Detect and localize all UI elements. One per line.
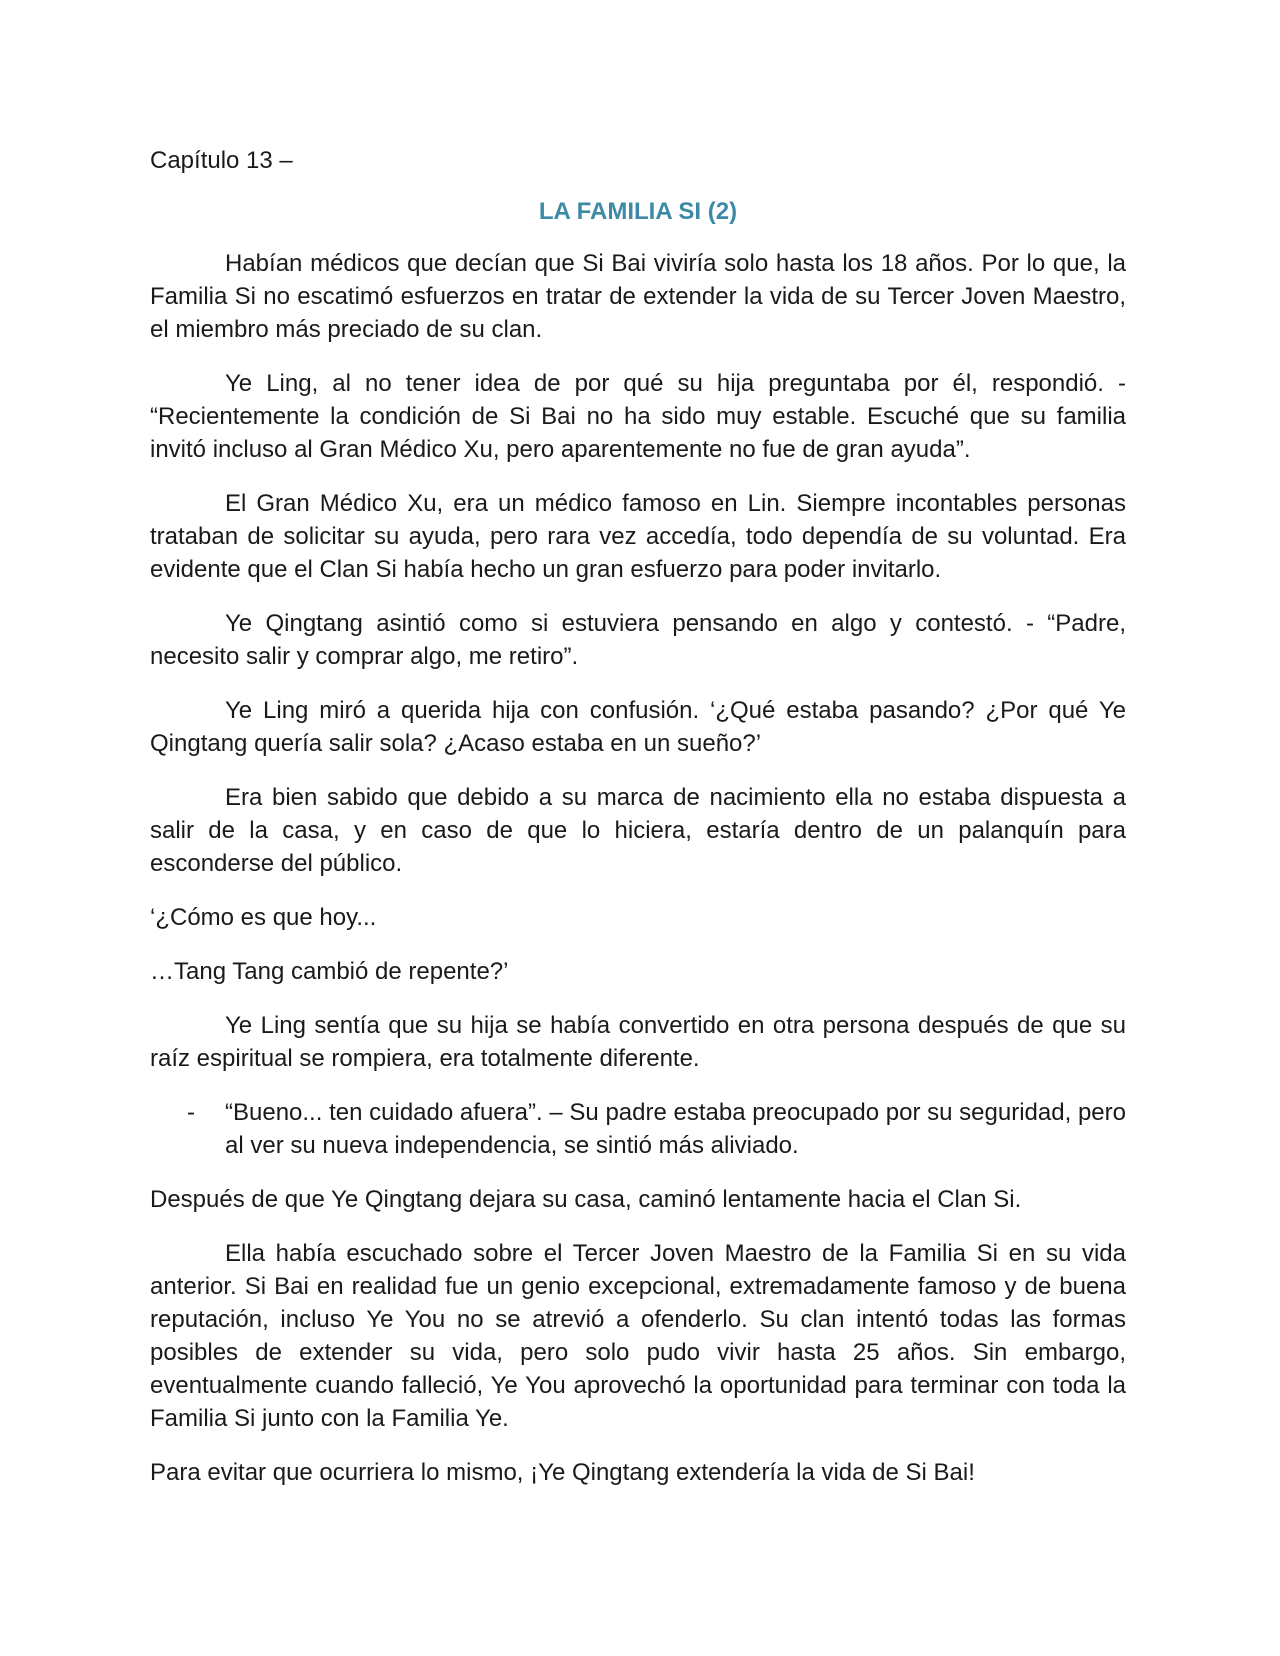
paragraph-9: Ye Ling sentía que su hija se había convertido en otra persona después de que su raíz espiritual se rompiera, era totalmente diferente. — [150, 1012, 1126, 1072]
paragraph-1: Habían médicos que decían que Si Bai viviría solo hasta los 18 años. Por lo que, la Familia Si no escatimó esfuerzos en tratar de extender la vida de su Tercer Joven Maestro, el miembro más preciado de su clan. — [150, 250, 1126, 343]
paragraph-5: Ye Ling miró a querida hija con confusión. ‘¿Qué estaba pasando? ¿Por qué Ye Qingtang quería salir sola? ¿Acaso estaba en un sueño?’ — [150, 697, 1126, 757]
document-page — [150, 144, 1126, 1510]
paragraph-8: …Tang Tang cambió de repente?’ — [150, 958, 509, 985]
paragraph-4: Ye Qingtang asintió como si estuviera pensando en algo y contestó. - “Padre, necesito salir y comprar algo, me retiro”. — [150, 610, 1126, 670]
chapter-label: Capítulo 13 – — [150, 147, 293, 174]
dialogue-text: “Bueno... ten cuidado afuera”. – Su padre estaba preocupado por su seguridad, pero al ver su nueva independencia, se sintió más aliviado. — [225, 1099, 1126, 1159]
paragraph-7: ‘¿Cómo es que hoy... — [150, 904, 377, 931]
paragraph-13: Para evitar que ocurriera lo mismo, ¡Ye Qingtang extendería la vida de Si Bai! — [150, 1459, 975, 1486]
dialogue-item — [150, 1096, 1126, 1162]
dialogue-bullet: - — [187, 1099, 195, 1126]
paragraph-2: Ye Ling, al no tener idea de por qué su hija preguntaba por él, respondió. - “Recientemente la condición de Si Bai no ha sido muy estable. Escuché que su familia invitó incluso al Gran Médico Xu, pero aparentemente no fue de gran ayuda”. — [150, 370, 1126, 463]
paragraph-12: Ella había escuchado sobre el Tercer Joven Maestro de la Familia Si en su vida anterior. Si Bai en realidad fue un genio excepcional, extremadamente famoso y de buena reputación, incluso Ye You no se atrevió a ofenderlo. Su clan intentó todas las formas posibles de extender su vida, pero solo pudo vivir hasta 25 años. Sin embargo, eventualmente cuando falleció, Ye You aprovechó la oportunidad para terminar con toda la Familia Si junto con la Familia Ye. — [150, 1240, 1126, 1432]
paragraph-6: Era bien sabido que debido a su marca de nacimiento ella no estaba dispuesta a salir de la casa, y en caso de que lo hiciera, estaría dentro de un palanquín para esconderse del público. — [150, 784, 1126, 877]
paragraph-11: Después de que Ye Qingtang dejara su casa, caminó lentamente hacia el Clan Si. — [150, 1186, 1022, 1213]
paragraph-3: El Gran Médico Xu, era un médico famoso en Lin. Siempre incontables personas trataban de solicitar su ayuda, pero rara vez accedía, todo dependía de su voluntad. Era evidente que el Clan Si había hecho un gran esfuerzo para poder invitarlo. — [150, 490, 1126, 583]
chapter-title: LA FAMILIA SI (2) — [538, 198, 738, 225]
